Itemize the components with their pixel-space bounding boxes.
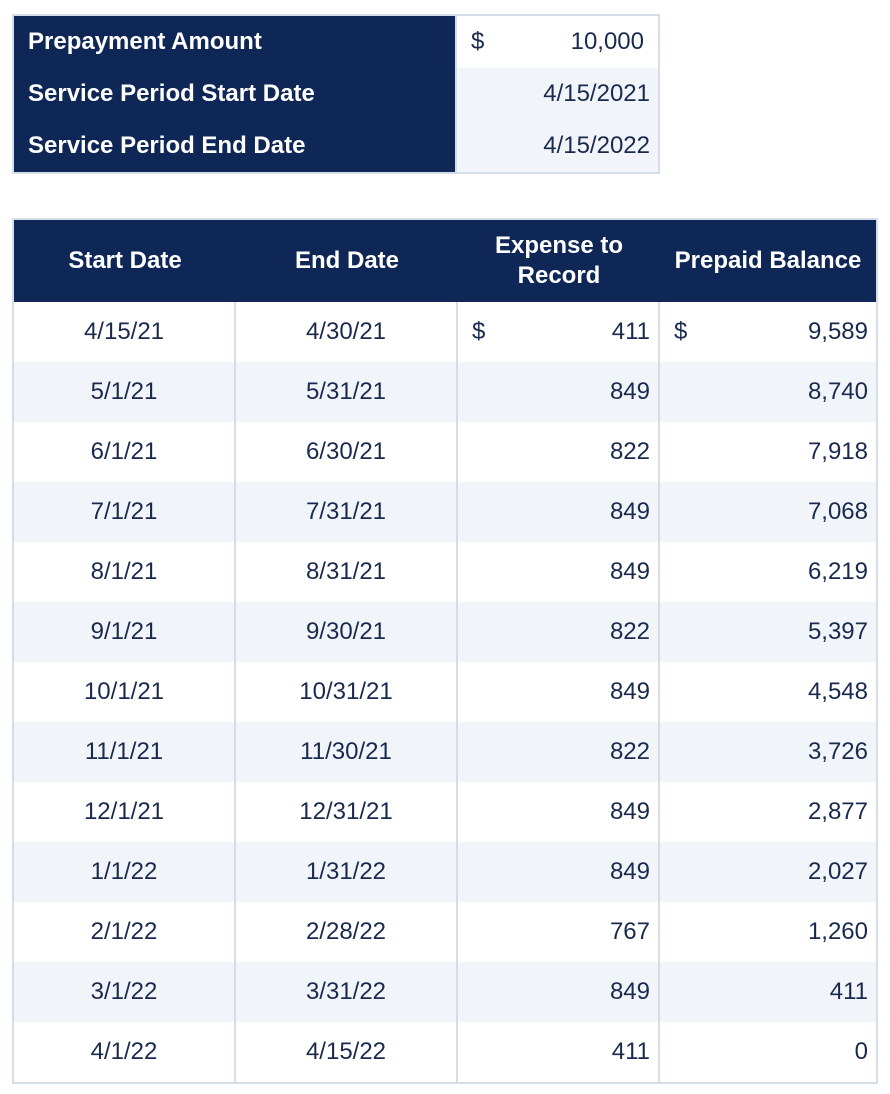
start-date-value: 11/1/21 [84,738,164,765]
start-date-cell [14,842,236,902]
expense-cell [458,842,660,902]
end-date-cell [236,422,458,482]
start-date-value: 12/1/21 [83,798,165,825]
end-date-cell [236,302,458,362]
table-row [14,362,876,422]
prepaid-balance-cell [660,362,876,422]
prepaid-balance-cell [660,782,876,842]
start-date-cell [14,1022,236,1082]
prepaid-balance-value: 2,027 [807,858,868,885]
prepaid-balance-cell [660,302,876,362]
table-row [14,602,876,662]
table-row [14,482,876,542]
end-date-cell [236,782,458,842]
start-date-value: 7/1/21 [90,498,158,525]
service-end-date-value: 4/15/2022 [543,132,650,159]
expense-value: 411 [611,318,650,345]
prepaid-balance-cell [660,482,876,542]
start-date-value: 2/1/22 [90,918,158,945]
summary-label: Service Period Start Date [14,68,457,120]
prepaid-balance-value: 3,726 [807,738,868,765]
expense-value: 411 [611,1038,650,1065]
start-date-value: 5/1/21 [90,378,158,405]
table-body [14,302,876,1082]
expense-value: 849 [609,678,650,705]
end-date-cell [236,542,458,602]
summary-value [457,16,658,68]
start-date-value: 6/1/21 [90,438,158,465]
expense-cell [458,482,660,542]
expense-cell [458,362,660,422]
start-date-value: 1/1/22 [90,858,158,885]
start-date-cell [14,962,236,1022]
start-date-cell [14,542,236,602]
prepaid-balance-cell [660,542,876,602]
header-prepaid-balance: Prepaid Balance [674,247,862,274]
end-date-cell [236,602,458,662]
prepaid-balance-value: 6,219 [807,558,868,585]
summary-row-start [14,68,658,120]
start-date-value: 3/1/22 [90,978,158,1005]
summary-value [457,120,658,172]
expense-cell [458,422,660,482]
summary-value [457,68,658,120]
start-date-value: 8/1/21 [90,558,158,585]
end-date-value: 11/30/21 [300,738,392,765]
prepayment-amount-value: 10,000 [570,28,644,55]
expense-value: 822 [609,738,650,765]
prepaid-balance-value: 8,740 [807,378,868,405]
prepaid-balance-cell [660,842,876,902]
start-date-cell [14,722,236,782]
end-date-value: 9/30/21 [305,618,387,645]
currency-symbol: $ [471,28,485,55]
prepaid-balance-value: 7,068 [807,498,868,525]
header-expense-to-record: Expense to Record [494,232,624,289]
prepaid-balance-value: 0 [854,1038,868,1065]
table-row [14,722,876,782]
table-row [14,1022,876,1082]
end-date-value: 5/31/21 [305,378,387,405]
expense-cell [458,962,660,1022]
service-start-date-value: 4/15/2021 [543,80,650,107]
start-date-cell [14,302,236,362]
table-row [14,902,876,962]
start-date-cell [14,422,236,482]
start-date-cell [14,902,236,962]
start-date-value: 4/15/21 [83,318,165,345]
expense-value: 822 [609,438,650,465]
end-date-cell [236,722,458,782]
end-date-value: 4/30/21 [305,318,387,345]
expense-value: 767 [609,918,650,945]
prepaid-balance-cell [660,602,876,662]
end-date-cell [236,902,458,962]
expense-value: 849 [609,558,650,585]
expense-value: 849 [609,498,650,525]
currency-symbol: $ [472,318,486,345]
table-row [14,422,876,482]
end-date-cell [236,962,458,1022]
start-date-cell [14,662,236,722]
summary-label: Service Period End Date [14,120,457,172]
table-row [14,302,876,362]
expense-value: 849 [609,858,650,885]
prepaid-balance-cell [660,1022,876,1082]
end-date-value: 2/28/22 [305,918,387,945]
prepaid-balance-cell [660,662,876,722]
header-start-date: Start Date [68,247,182,274]
end-date-value: 12/31/21 [299,798,393,825]
table-row [14,842,876,902]
end-date-value: 3/31/22 [305,978,387,1005]
expense-value: 849 [609,798,650,825]
expense-cell [458,542,660,602]
end-date-value: 10/31/21 [299,678,393,705]
prepayment-summary-table [12,14,660,174]
prepaid-balance-cell [660,422,876,482]
end-date-cell [236,1022,458,1082]
expense-value: 849 [609,978,650,1005]
prepaid-balance-cell [660,902,876,962]
prepaid-balance-value: 4,548 [807,678,868,705]
prepaid-balance-value: 9,589 [807,318,868,345]
expense-cell [458,302,660,362]
table-header [14,220,876,302]
expense-cell [458,782,660,842]
end-date-cell [236,482,458,542]
end-date-cell [236,662,458,722]
header-end-date: End Date [294,247,399,274]
table-row [14,962,876,1022]
summary-label: Prepayment Amount [14,16,457,68]
expense-cell [458,602,660,662]
prepaid-balance-value: 5,397 [807,618,868,645]
end-date-value: 1/31/22 [305,858,387,885]
expense-cell [458,902,660,962]
table-row [14,542,876,602]
start-date-cell [14,362,236,422]
start-date-value: 10/1/21 [83,678,165,705]
start-date-value: 9/1/21 [90,618,158,645]
prepaid-balance-value: 7,918 [807,438,868,465]
start-date-cell [14,602,236,662]
expense-cell [458,1022,660,1082]
end-date-value: 8/31/21 [305,558,387,585]
end-date-value: 6/30/21 [305,438,387,465]
end-date-value: 4/15/22 [305,1038,387,1065]
prepaid-balance-cell [660,962,876,1022]
prepaid-balance-value: 411 [829,978,868,1005]
start-date-cell [14,482,236,542]
end-date-cell [236,362,458,422]
prepaid-balance-value: 2,877 [807,798,868,825]
expense-cell [458,722,660,782]
end-date-value: 7/31/21 [305,498,387,525]
amortization-schedule-table [12,218,878,1084]
summary-row-amount [14,16,658,68]
end-date-cell [236,842,458,902]
summary-row-end [14,120,658,172]
expense-cell [458,662,660,722]
start-date-cell [14,782,236,842]
prepaid-balance-cell [660,722,876,782]
prepaid-balance-value: 1,260 [807,918,868,945]
start-date-value: 4/1/22 [90,1038,158,1065]
table-row [14,662,876,722]
expense-value: 849 [609,378,650,405]
currency-symbol: $ [674,318,688,345]
table-row [14,782,876,842]
expense-value: 822 [609,618,650,645]
